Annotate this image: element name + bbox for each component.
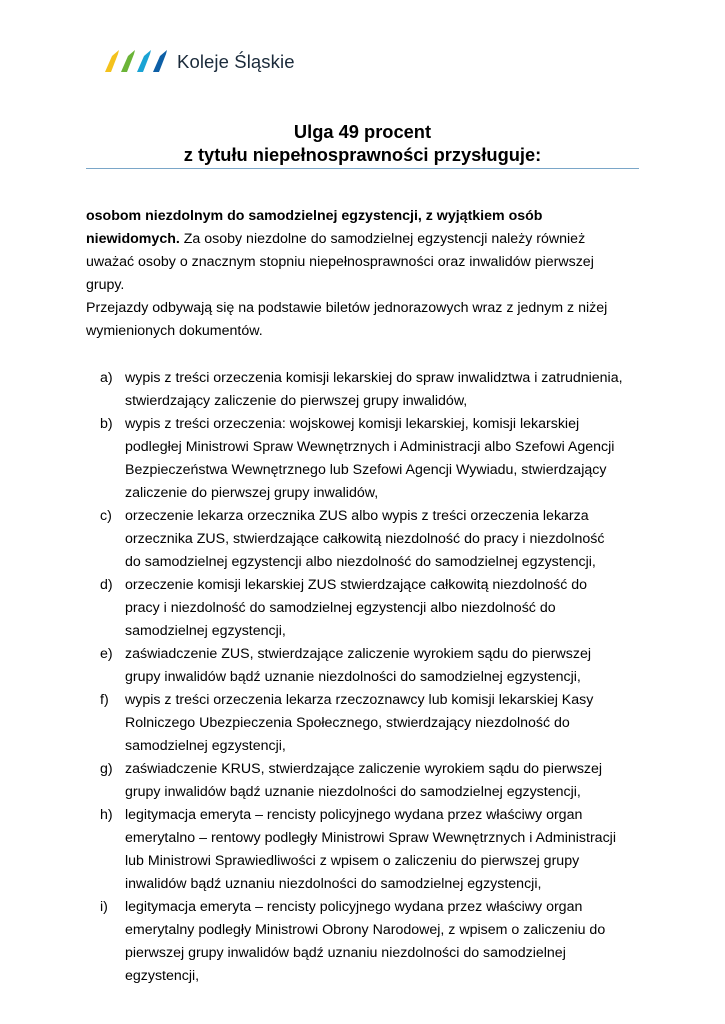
list-item-line: legitymacja emeryta – rencisty policyjnego wydana przez właściwy organ xyxy=(125,807,583,823)
list-item-line: wypis z treści orzeczenia lekarza rzeczoznawcy lub komisji lekarskiej Kasy xyxy=(125,692,594,708)
list-item-line: pracy i niezdolność do samodzielnej egzystencji albo niezdolność do xyxy=(125,600,556,616)
koleje-slaskie-logo xyxy=(101,48,295,74)
list-item-line: emerytalno – rentowy podległy Ministrowi Spraw Wewnętrznych i Administracji xyxy=(125,830,616,846)
list-item-text xyxy=(125,505,650,574)
documents-list xyxy=(100,367,650,988)
list-item-line: zaliczenie do pierwszej grupy inwalidów, xyxy=(125,485,379,501)
list-item-line: samodzielnej egzystencji, xyxy=(125,623,286,639)
list-item xyxy=(100,689,650,758)
list-item-letter: g) xyxy=(100,761,113,777)
list-item-line: orzecznika ZUS, stwierdzające całkowitą niezdolność do pracy i niezdolność xyxy=(125,531,605,547)
logo-stripes-icon xyxy=(101,50,171,72)
list-item xyxy=(100,758,650,804)
list-item-line: samodzielnej egzystencji, xyxy=(125,738,286,754)
list-item-line: orzeczenie komisji lekarskiej ZUS stwierdzające całkowitą niezdolność do xyxy=(125,577,588,593)
list-item-letter: b) xyxy=(100,416,113,432)
logo-stripe-lightblue xyxy=(137,50,151,72)
intro-bold-line-2: niewidomych. xyxy=(86,231,180,247)
list-item-line: stwierdzający zaliczenie do pierwszej grupy inwalidów, xyxy=(125,393,468,409)
intro-line-6: wymienionych dokumentów. xyxy=(86,323,263,339)
list-item xyxy=(100,505,650,574)
list-item-line: podległej Ministrowi Spraw Wewnętrznych i Administracji albo Szefowi Agencji xyxy=(125,439,615,455)
intro-line-2-rest: Za osoby niezdolne do samodzielnej egzystencji należy również xyxy=(179,231,586,247)
logo-stripe-yellow xyxy=(105,50,119,72)
list-item-text xyxy=(125,689,650,758)
logo-stripe-green xyxy=(121,50,135,72)
list-item-text xyxy=(125,574,650,643)
list-item-line: pierwszej grupy inwalidów bądź uznaniu niezdolności do samodzielnej xyxy=(125,945,566,961)
list-item-line: do samodzielnej egzystencji albo niezdolność do samodzielnej egzystencji, xyxy=(125,554,596,570)
list-item xyxy=(100,367,650,413)
title-line-1: Ulga 49 procent xyxy=(293,121,432,142)
list-item xyxy=(100,643,650,689)
list-item-line: Rolniczego Ubezpieczenia Społecznego, stwierdzający niezdolność do xyxy=(125,715,570,731)
list-item xyxy=(100,804,650,896)
list-item-line: wypis z treści orzeczenia komisji lekarskiej do spraw inwalidztwa i zatrudnienia, xyxy=(125,370,623,386)
list-item-line: legitymacja emeryta – rencisty policyjnego wydana przez właściwy organ xyxy=(125,899,583,915)
list-item-line: wypis z treści orzeczenia: wojskowej komisji lekarskiej, komisji lekarskiej xyxy=(125,416,580,432)
intro-bold-line-1: osobom niezdolnym do samodzielnej egzystencji, z wyjątkiem osób xyxy=(86,208,543,224)
list-item-line: emerytalny podległy Ministrowi Obrony Narodowej, z wpisem o zaliczeniu do xyxy=(125,922,606,938)
list-item-letter: h) xyxy=(100,807,113,823)
list-item-line: Bezpieczeństwa Wewnętrznego lub Szefowi Agencji Wywiadu, stwierdzający xyxy=(125,462,607,478)
list-item-line: zaświadczenie ZUS, stwierdzające zaliczenie wyrokiem sądu do pierwszej xyxy=(125,646,592,662)
title-divider xyxy=(86,168,639,169)
intro-paragraph xyxy=(86,205,646,343)
list-item-line: grupy inwalidów bądź uznanie niezdolności do samodzielnej egzystencji, xyxy=(125,784,581,800)
intro-line-4: grupy. xyxy=(86,277,125,293)
list-item xyxy=(100,574,650,643)
list-item-letter: a) xyxy=(100,370,113,386)
list-item-text xyxy=(125,896,650,988)
list-item-text xyxy=(125,413,650,505)
list-item-letter: i) xyxy=(100,899,108,915)
list-item-line: grupy inwalidów bądź uznanie niezdolności do samodzielnej egzystencji, xyxy=(125,669,581,685)
intro-line-5: Przejazdy odbywają się na podstawie biletów jednorazowych wraz z jednym z niżej xyxy=(86,300,608,316)
list-item-letter: e) xyxy=(100,646,113,662)
list-item-line: zaświadczenie KRUS, stwierdzające zaliczenie wyrokiem sądu do pierwszej xyxy=(125,761,603,777)
list-item-line: orzeczenie lekarza orzecznika ZUS albo wypis z treści orzeczenia lekarza xyxy=(125,508,589,524)
logo-brand-name: Koleje Śląskie xyxy=(177,51,295,72)
list-item xyxy=(100,896,650,988)
list-item-line: lub Ministrowi Sprawiedliwości z wpisem o zaliczeniu do pierwszej grupy xyxy=(125,853,580,869)
list-item-text xyxy=(125,643,650,689)
list-item xyxy=(100,413,650,505)
page-title xyxy=(86,120,639,166)
title-line-2: z tytułu niepełnosprawności przysługuje: xyxy=(183,144,542,165)
logo-stripe-darkblue xyxy=(153,50,167,72)
intro-line-3: uważać osoby o znacznym stopniu niepełnosprawności oraz inwalidów pierwszej xyxy=(86,254,594,270)
list-item-text xyxy=(125,804,650,896)
list-item-text xyxy=(125,758,650,804)
list-item-line: egzystencji, xyxy=(125,968,200,984)
list-item-letter: d) xyxy=(100,577,113,593)
list-item-letter: f) xyxy=(100,692,109,708)
list-item-letter: c) xyxy=(100,508,112,524)
list-item-line: inwalidów bądź uznaniu niezdolności do samodzielnej egzystencji, xyxy=(125,876,542,892)
list-item-text xyxy=(125,367,650,413)
